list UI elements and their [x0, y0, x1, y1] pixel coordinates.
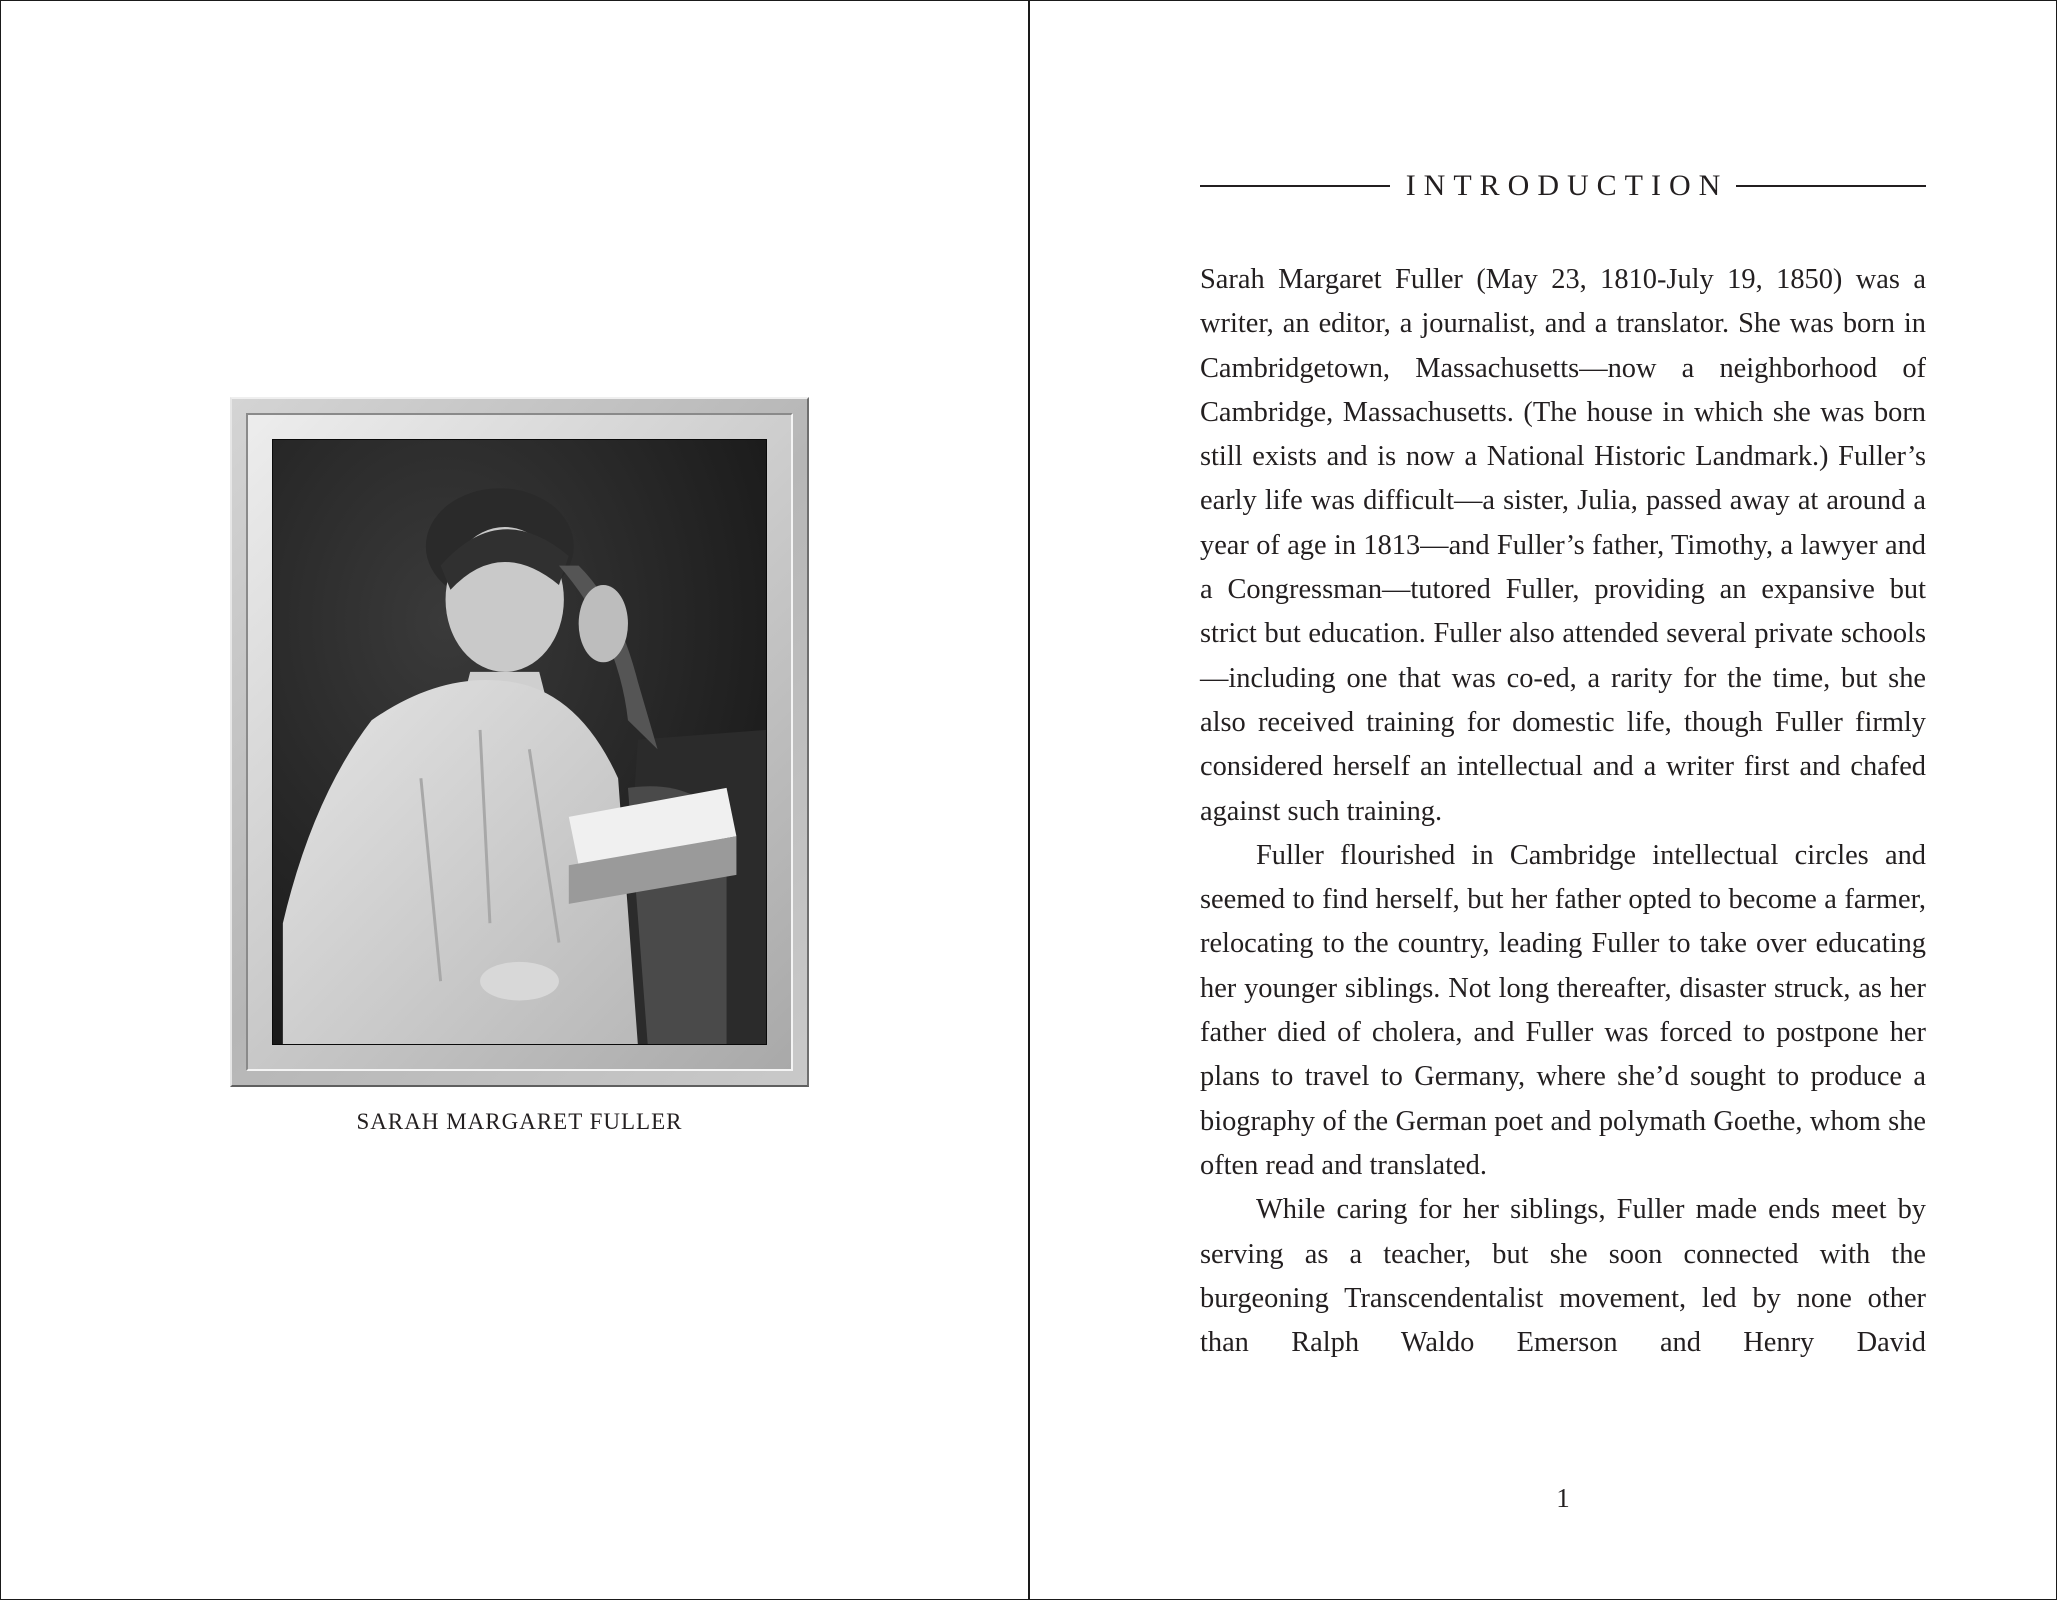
paragraph: Fuller flourished in Cambridge intellectual circles and seemed to find herself, but her father opted to become a farmer, relocating to the country, leading Fuller to take over educating her younger siblings. Not long thereafter, disaster struck, as her father died of cholera, and Fuller was forced to postpone her plans to travel to Germany, where she’d sought to produce a biography of the German poet and polymath Goethe, whom she often read and translated.: [1200, 839, 1926, 1181]
paragraph: Sarah Margaret Fuller (May 23, 1810-July 19, 1850) was a writer, an editor, a journalist, and a translator. She was born in Cambridgetown, Massachusetts—now a neighborhood of Cambridge, Massachusetts. (The house in which she was born still exists and is now a National Historic Landmark.) Fuller’s early life was difficult—a sister, Julia, passed away at around a year of age in 1813—and Fuller’s father, Timothy, a lawyer and a Congressman—tutored Fuller, providing an expansive but strict but education. Fuller also attended several private schools—including one that was co-ed, a rarity for the time, but she also received training for domestic life, though Fuller firmly considered herself an intellectual and a writer first and chafed against such training.: [1200, 264, 1926, 827]
left-page: [1, 1, 1028, 1599]
portrait-illustration: [273, 440, 766, 1044]
portrait-frame-bevel: [246, 413, 793, 1071]
chapter-heading: INTRODUCTION: [1405, 169, 1729, 202]
portrait-caption: SARAH MARGARET FULLER: [356, 1109, 683, 1134]
chapter-heading-row: [1200, 163, 1926, 209]
body-text: [1200, 258, 1926, 1365]
paragraph: While caring for her siblings, Fuller made ends meet by serving as a teacher, but she soon connected with the burgeoning Transcendentalist movement, led by none other than Ralph Waldo Emerson and Henry David: [1200, 1194, 1926, 1359]
portrait-frame: [230, 397, 809, 1087]
portrait-photo: [272, 439, 767, 1045]
right-page: [1030, 1, 2056, 1599]
heading-rule-left: [1200, 185, 1390, 187]
heading-rule-right: [1736, 185, 1926, 187]
page-number: 1: [1556, 1483, 1570, 1513]
